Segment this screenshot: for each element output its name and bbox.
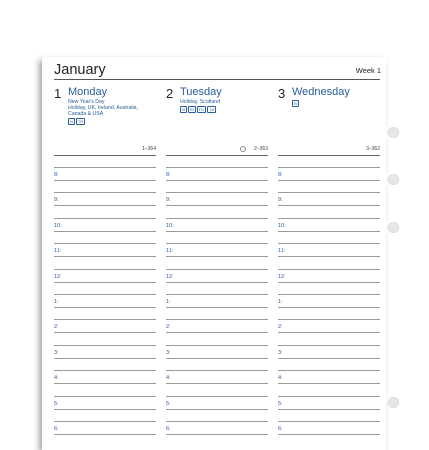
- hour-rule: [278, 167, 380, 168]
- half-hour-rule[interactable]: [54, 332, 156, 333]
- half-hour-rule[interactable]: [278, 409, 380, 410]
- hour-label: 5:: [278, 400, 283, 407]
- hour-label: 2:: [278, 324, 283, 331]
- hour-rule: [54, 396, 156, 397]
- holiday-note: Holiday, Scotland: [180, 99, 220, 105]
- week-number: Week 1: [355, 66, 381, 75]
- day-notes: [68, 99, 158, 125]
- half-hour-rule[interactable]: [54, 434, 156, 435]
- half-hour-rule[interactable]: [166, 231, 268, 232]
- hour-rule: [166, 167, 268, 168]
- day-number: 3: [278, 86, 286, 101]
- hour-label: 8:: [278, 172, 283, 178]
- hour-rule: [166, 319, 268, 320]
- hour-label: 1:: [166, 299, 171, 305]
- hour-label: 1:: [54, 299, 59, 305]
- region-badge: RI: [189, 107, 194, 112]
- hour-rule: [166, 370, 268, 371]
- binder-hole: [388, 127, 399, 138]
- hour-label: 6:: [278, 426, 283, 432]
- half-hour-rule[interactable]: [166, 180, 268, 181]
- hour-rule: [166, 396, 268, 397]
- day-count: 2–363: [254, 146, 268, 152]
- hour-label: 4:: [278, 375, 283, 382]
- half-hour-rule[interactable]: [54, 409, 156, 410]
- column-rule: [278, 155, 380, 156]
- hour-label: 11:: [54, 248, 62, 255]
- holiday-note: Holiday, UK, Ireland, Australia,: [68, 105, 138, 111]
- hour-rule: [278, 421, 380, 422]
- hour-rule: [166, 218, 268, 219]
- half-hour-rule[interactable]: [166, 307, 268, 308]
- day-count: 3–362: [366, 146, 380, 152]
- binder-hole: [388, 222, 399, 233]
- hour-rule: [166, 421, 268, 422]
- hour-label: 10:: [278, 222, 286, 229]
- hour-label: 12:: [166, 273, 174, 280]
- half-hour-rule[interactable]: [54, 180, 156, 181]
- hour-label: 6:: [54, 426, 59, 432]
- hour-rule: [278, 319, 380, 320]
- day-number: 1: [54, 86, 62, 101]
- region-badge: N: [294, 101, 297, 106]
- hour-rule: [54, 269, 156, 270]
- binder-hole: [388, 174, 399, 185]
- half-hour-rule[interactable]: [54, 383, 156, 384]
- hour-rule: [166, 294, 268, 295]
- hour-label: 1:: [278, 299, 283, 305]
- half-hour-rule[interactable]: [278, 180, 380, 181]
- day-name: Monday: [68, 86, 108, 98]
- hour-rule: [54, 192, 156, 193]
- hour-rule: [166, 243, 268, 244]
- hour-rule: [166, 269, 268, 270]
- hour-label: 4:: [54, 375, 59, 382]
- hour-label: 10:: [166, 222, 174, 229]
- month-title: January: [54, 62, 106, 78]
- hour-rule: [166, 345, 268, 346]
- hour-rule: [278, 192, 380, 193]
- hour-label: 8:: [54, 172, 59, 178]
- half-hour-rule[interactable]: [166, 358, 268, 359]
- holiday-note: Canada & USA: [68, 111, 104, 117]
- half-hour-rule[interactable]: [278, 205, 380, 206]
- hour-rule: [54, 243, 156, 244]
- hour-rule: [54, 294, 156, 295]
- hour-rule: [54, 345, 156, 346]
- region-badge: TR: [77, 119, 84, 124]
- region-badges: [180, 106, 270, 113]
- hour-rule: [54, 167, 156, 168]
- hour-rule: [278, 370, 380, 371]
- half-hour-rule[interactable]: [278, 383, 380, 384]
- hour-label: 9:: [166, 197, 171, 204]
- half-hour-rule[interactable]: [54, 256, 156, 257]
- hour-label: 11:: [278, 248, 286, 255]
- hour-rule: [54, 421, 156, 422]
- hour-label: 2:: [166, 324, 171, 331]
- region-badges: [292, 100, 382, 107]
- day-count: 1–364: [142, 146, 156, 152]
- hour-rule: [278, 294, 380, 295]
- hour-label: 4:: [166, 375, 171, 382]
- day-number: 2: [166, 86, 174, 101]
- hour-label: 5:: [54, 400, 59, 407]
- half-hour-rule[interactable]: [278, 358, 380, 359]
- half-hour-rule[interactable]: [278, 231, 380, 232]
- half-hour-rule[interactable]: [278, 282, 380, 283]
- hour-label: 8:: [166, 172, 171, 178]
- hour-label: 3:: [166, 349, 171, 356]
- half-hour-rule[interactable]: [54, 231, 156, 232]
- hour-rule: [54, 218, 156, 219]
- half-hour-rule[interactable]: [54, 205, 156, 206]
- hour-label: 6:: [166, 426, 171, 432]
- half-hour-rule[interactable]: [166, 205, 268, 206]
- hour-label: 5:: [166, 400, 171, 407]
- half-hour-rule[interactable]: [54, 358, 156, 359]
- half-hour-rule[interactable]: [278, 434, 380, 435]
- hour-label: 9:: [278, 197, 283, 204]
- day-name: Tuesday: [180, 86, 222, 98]
- hour-label: 3:: [54, 349, 59, 356]
- half-hour-rule[interactable]: [54, 307, 156, 308]
- region-badges: [68, 118, 158, 125]
- column-rule: [166, 155, 268, 156]
- hour-label: 3:: [278, 349, 283, 356]
- binder-hole: [388, 397, 399, 408]
- moon-phase-icon: [240, 146, 246, 152]
- hour-label: 2:: [54, 324, 59, 331]
- hour-rule: [278, 269, 380, 270]
- half-hour-rule[interactable]: [54, 282, 156, 283]
- hour-label: 12:: [54, 273, 62, 280]
- hour-rule: [278, 396, 380, 397]
- half-hour-rule[interactable]: [166, 282, 268, 283]
- half-hour-rule[interactable]: [278, 256, 380, 257]
- hour-rule: [278, 345, 380, 346]
- column-rule: [54, 155, 156, 156]
- hour-label: 12:: [278, 273, 286, 280]
- half-hour-rule[interactable]: [278, 307, 380, 308]
- hour-label: 11:: [166, 248, 174, 255]
- day-notes: [180, 99, 270, 113]
- hour-label: 9:: [54, 197, 59, 204]
- half-hour-rule[interactable]: [166, 383, 268, 384]
- hour-rule: [166, 192, 268, 193]
- half-hour-rule[interactable]: [166, 409, 268, 410]
- hour-rule: [278, 243, 380, 244]
- half-hour-rule[interactable]: [166, 332, 268, 333]
- hour-label: 10:: [54, 222, 62, 229]
- day-notes: [292, 99, 382, 107]
- half-hour-rule[interactable]: [166, 256, 268, 257]
- region-badge: N: [70, 119, 73, 124]
- hour-rule: [54, 370, 156, 371]
- region-badge: N: [182, 107, 185, 112]
- day-name: Wednesday: [292, 86, 350, 98]
- hour-rule: [278, 218, 380, 219]
- region-badge: FU: [198, 107, 205, 112]
- half-hour-rule[interactable]: [278, 332, 380, 333]
- holiday-note: New Year's Day: [68, 99, 105, 105]
- half-hour-rule[interactable]: [166, 434, 268, 435]
- region-badge: TK: [209, 107, 215, 112]
- header-rule: [54, 79, 380, 80]
- hour-rule: [54, 319, 156, 320]
